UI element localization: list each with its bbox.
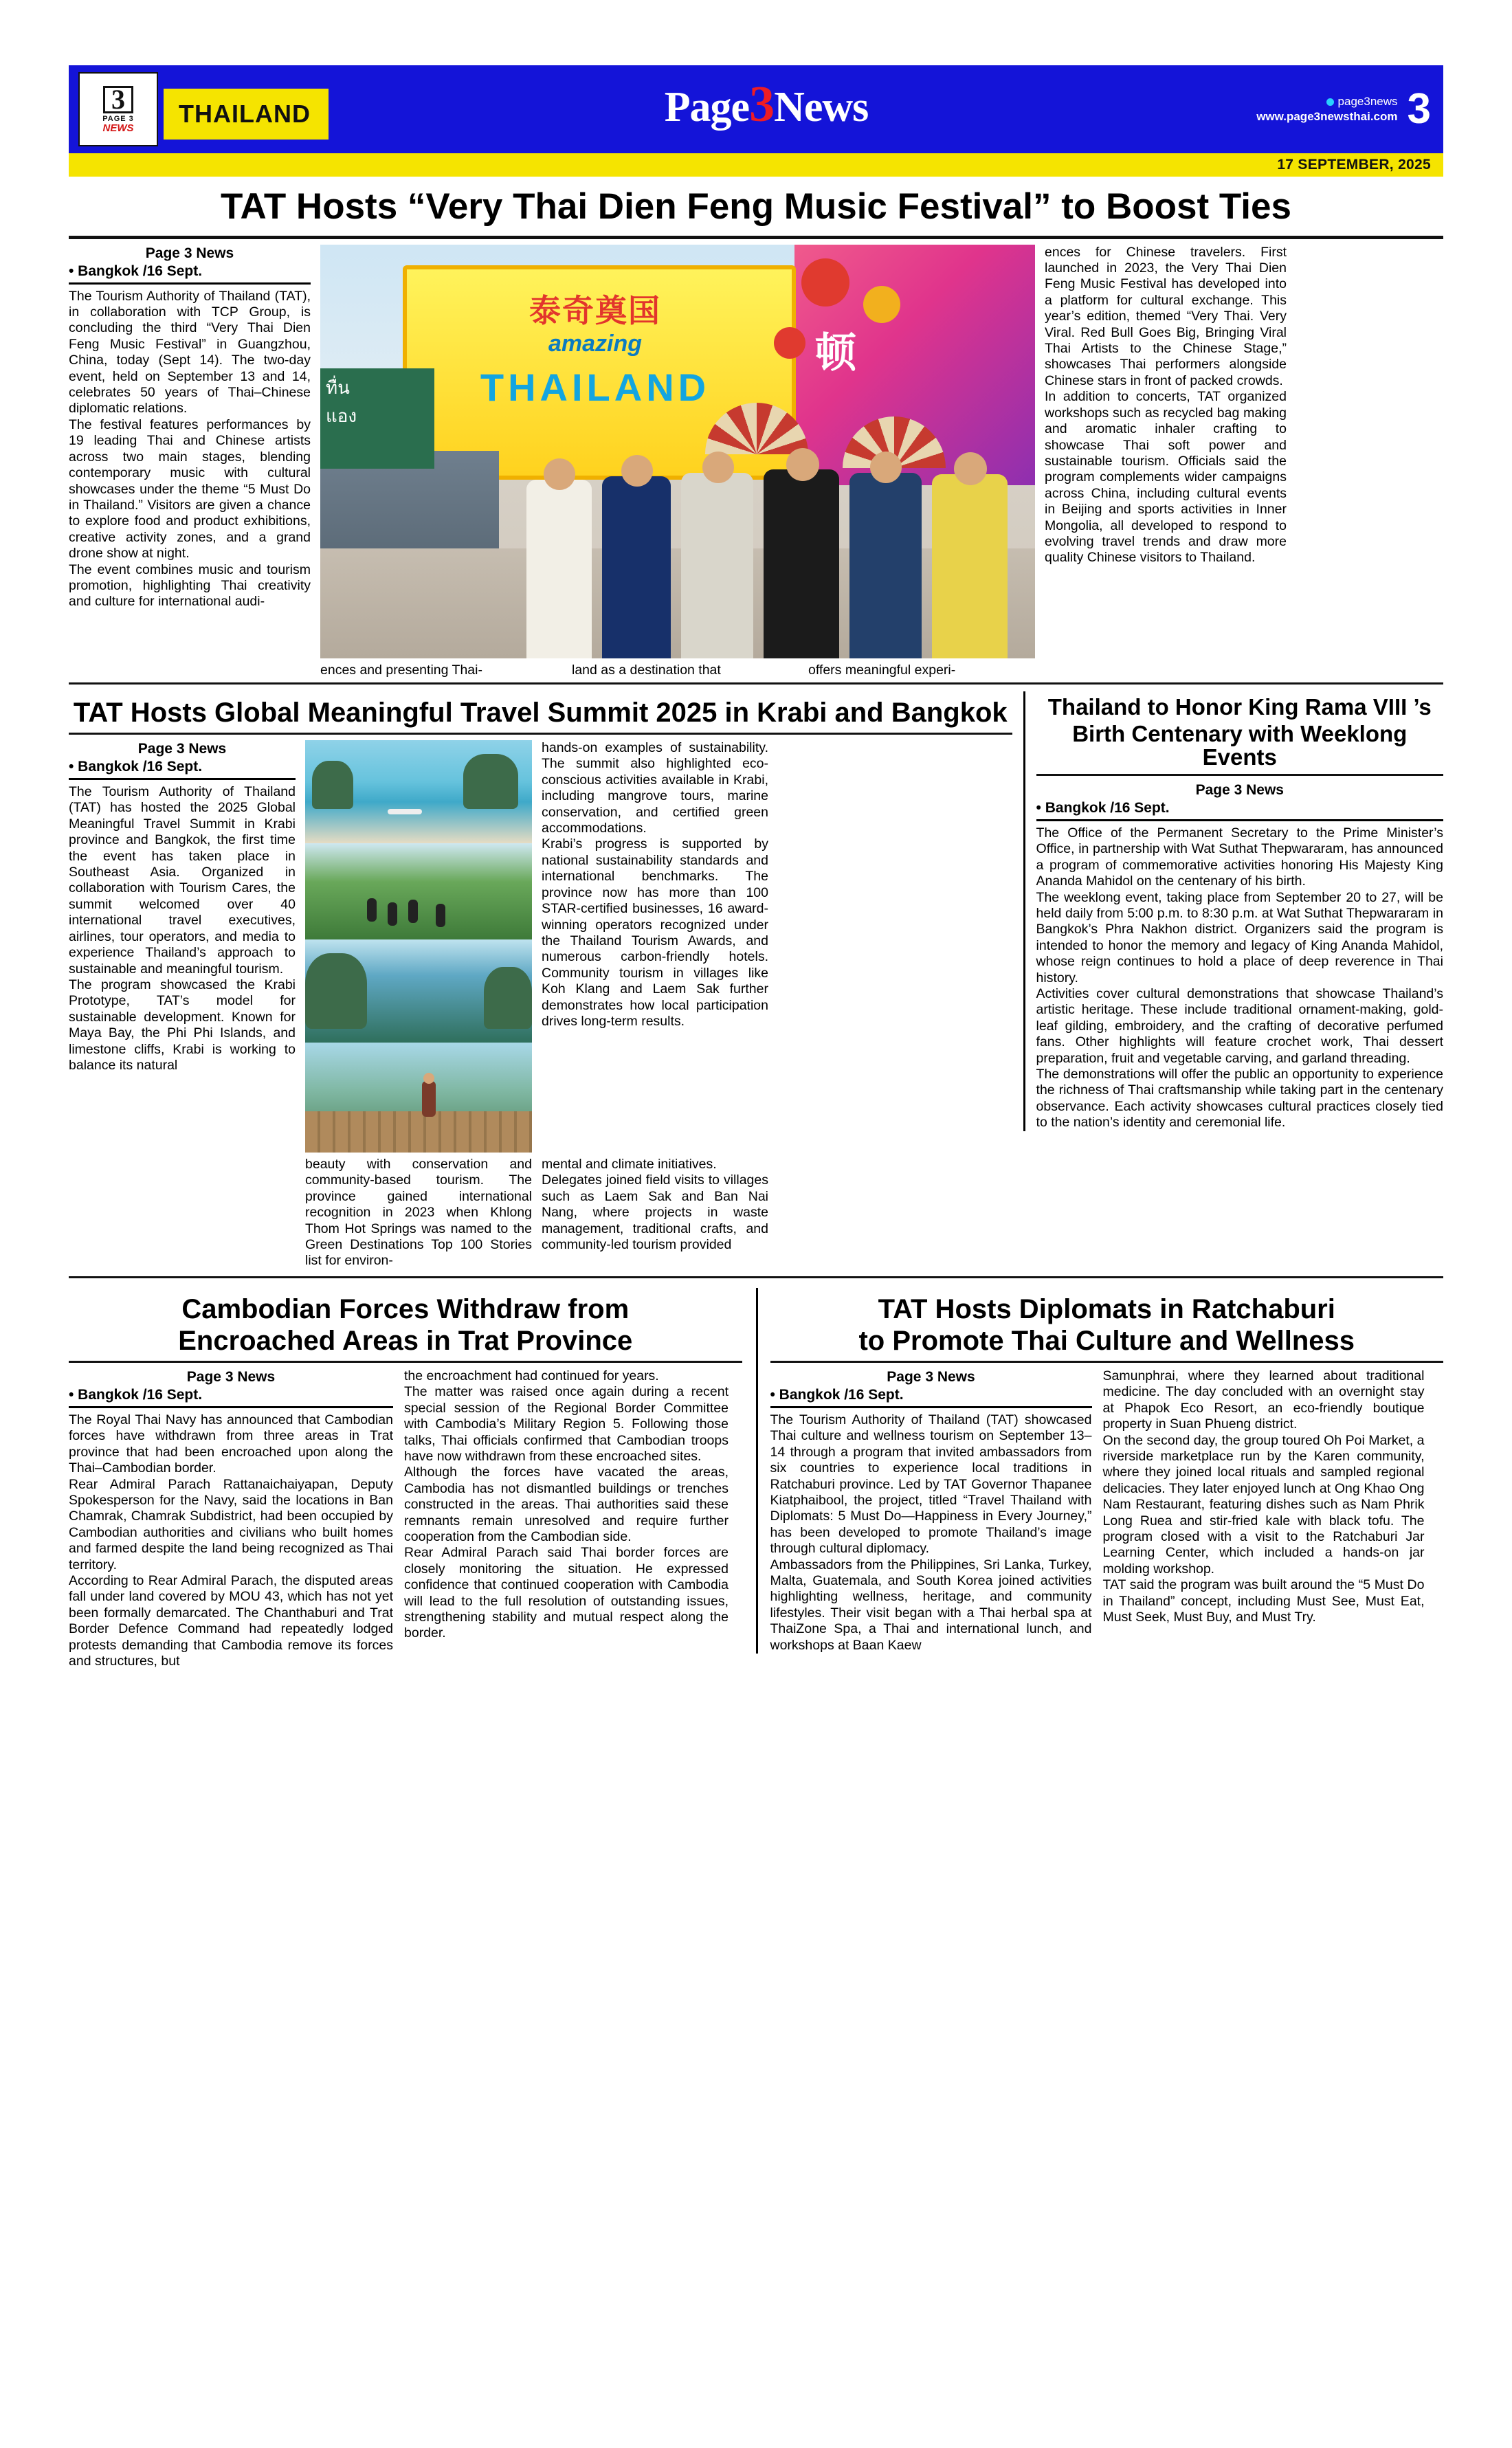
article2-col1 — [69, 740, 296, 1153]
byline-location: • Bangkok /16 Sept. — [69, 759, 203, 775]
article1-caption-row — [320, 663, 1035, 678]
byline-source: Page 3 News — [145, 245, 234, 261]
article1-p1: The Tourism Authority of Thailand (TAT), in collaboration with TCP Group, is concluding the third “Very Thai Dien Feng Music Festival” in Guangzhou, China, today (Sept 14). The two-day event, held on September 13 and 14, celebrates 50 years of Thai–Chinese diplomatic relations. — [69, 288, 311, 416]
article5-p1: The Tourism Authority of Thailand (TAT) showcased Thai culture and wellness tourism on September 13–14 through a program that invited ambassadors from six countries to experience local traditions in Ratchaburi province. Led by TAT Governor Thapanee Kiatphaibool, the project, titled “Travel Thailand with Diplomats: 5 Must Do—Happiness in Every Journey,” has been developed to promote Thailand’s image through cultural diplomacy. — [770, 1412, 1092, 1557]
article4-col1 — [69, 1368, 393, 1670]
article3-p4: The demonstrations will offer the public an opportunity to experience the richness of Thai craftsmanship while taking part in the centenary observance. Each activity showcases cultural practices closely tied to the nation’s identity and ceremonial life. — [1036, 1067, 1443, 1131]
article5-byline — [770, 1368, 1092, 1408]
article5-p3: Samunphrai, where they learned about traditional medicine. The day concluded with an overnight stay at Phapok Eco Resort, an eco-friendly boutique property in Suan Phueng district. — [1102, 1368, 1425, 1432]
article2-p5: hands-on examples of sustainability. The summit also highlighted eco-conscious activities available in Krabi, including mangrove tours, marine conservation, and certified green accommodations. — [542, 740, 768, 836]
social-dot-icon — [1326, 98, 1334, 106]
article5 — [756, 1288, 1444, 1654]
page-number: 3 — [1407, 85, 1431, 133]
brand-number-3: 3 — [749, 76, 775, 133]
article4 — [69, 1288, 742, 1670]
article2-p1: The Tourism Authority of Thailand (TAT) has hosted the 2025 Global Meaningful Travel Summit in Krabi province and Bangkok, the first time the event has taken place in Southeast Asia. Organized in collaboration with Tourism Cares, the summit welcomed over 40 international travel executives, airlines, tour operators, and media to experience Thailand’s approach to sustainable and meaningful tourism. — [69, 784, 296, 977]
article2-p4b: Delegates joined field visits to villages such as Laem Sak and Ban Nai Nang, where projects in waste management, traditional crafts, and community-led tourism provided — [542, 1172, 768, 1253]
article4-p6: Although the forces have vacated the areas, Cambodia has not dismantled buildings or trenches constructed in the areas. Thai authorities said these remnants remain unresolved and require further cooperation from the Cambodian side. — [404, 1465, 729, 1544]
article2-p4a: mental and climate initiatives. — [542, 1157, 717, 1172]
masthead-right — [1204, 65, 1443, 153]
byline-location: • Bangkok /16 Sept. — [1036, 799, 1170, 816]
article1-photo: 顿 泰奇奠国 amazing THAILAND ทื่น แอง — [320, 245, 1035, 658]
article2-rule — [69, 733, 1012, 735]
article5-p4: On the second day, the group toured Oh Poi Market, a riverside marketplace run by the Karen community, where they joined local rituals and sampled regional delicacies. They later enjoyed lunch at Ong Khao Ong Nam Restaurant, featuring dishes such as Nam Phrik Long Ruea and stir-fried kale with black tofu. The program closed with a visit to the Ratchaburi Jar Learning Center, which included a hands-on jar molding workshop. — [1102, 1432, 1425, 1577]
publication-logo — [78, 72, 158, 146]
byline-location: • Bangkok /16 Sept. — [69, 263, 203, 279]
article2-bottom-col1 — [69, 1157, 296, 1269]
article1-col3 — [1045, 245, 1287, 566]
byline-source: Page 3 News — [887, 1368, 975, 1385]
article3 — [1023, 691, 1443, 1131]
brand-title — [665, 76, 869, 134]
article4-byline — [69, 1368, 393, 1408]
social-handle-line — [1256, 94, 1397, 109]
article3-headline-line2: Birth Centenary with Weeklong Events — [1072, 720, 1408, 770]
article4-col2 — [404, 1368, 729, 1670]
article1-byline — [69, 245, 311, 285]
article2-p3: beauty with conservation and community-based tourism. The province gained international recognition in 2023 when Khlong Thom Hot Springs was named to the Green Destinations Top 100 Stories list for environ- — [305, 1157, 532, 1269]
byline-location: • Bangkok /16 Sept. — [770, 1386, 904, 1403]
brand-word-page: Page — [664, 83, 750, 131]
article1-p4: ences for Chinese travelers. First launched in 2023, the Very Thai Dien Feng Music Festival has developed into a platform for cultural exchange. This year’s edition, themed “Very Thai. Very Viral. Red Bull Goes Big, Bringing Viral Thai Artists to the Chinese Stage,” showcases Thai performers alongside Chinese stars in front of packed crowds. — [1045, 244, 1287, 388]
article4-columns — [69, 1368, 742, 1670]
article2-photo-col — [305, 740, 532, 1153]
article5-rule — [770, 1361, 1444, 1363]
article5-col1 — [770, 1368, 1092, 1654]
article1-p3: The event combines music and tourism promotion, highlighting Thai creativity and culture for international audi- — [69, 561, 311, 610]
headline-rule — [69, 236, 1443, 239]
article4-p2: Rear Admiral Parach Rattanaichaiyapan, Deputy Spokesperson for the Navy, said the locations in Ban Chamrak, Chamrak Subdistrict, had been occupied by Cambodian authorities and civilians who built homes and farmed despite the land being recognized as Thai territory. — [69, 1476, 393, 1572]
article2-bottom-col2 — [305, 1157, 532, 1269]
article4-rule — [69, 1361, 742, 1363]
article2-byline — [69, 740, 296, 780]
article3-p2: The weeklong event, taking place from September 20 to 27, will be held daily from 5:00 p.m. to 8:30 p.m. at Wat Suthat Thepwararam in Bangkok’s Phra Nakhon district. Organizers said the program is intended to honor the memory and legacy of King Ananda Mahidol, whose reign continues to hold a place of deep reverence in Thai history. — [1036, 889, 1443, 986]
section1-divider — [69, 682, 1443, 685]
article1-p5: In addition to concerts, TAT organized workshops such as recycled bag making and aromatic inhaler crafting to showcase Thai soft power and sustainable tourism. Officials said the program complements wider campaigns across China, including cultural events in Beijing and sports activities in Inner Mongolia, all developed to respond to evolving travel trends and draw more quality Chinese visitors to Thailand. — [1045, 389, 1287, 566]
article5-p2: Ambassadors from the Philippines, Sri Lanka, Turkey, Malta, Guatemala, and South Korea joined activities highlighting wellness, heritage, and community lifestyles. Their visit began with a Thai herbal spa at ThaiZone Spa, a Thai and international lunch, and workshops at Baan Kaew — [770, 1557, 1092, 1653]
section3 — [69, 1288, 1443, 1670]
photo-screen-text: 顿 — [815, 330, 856, 376]
article5-headline-line2: to Promote Thai Culture and Wellness — [858, 1325, 1355, 1356]
article2-columns — [69, 740, 1012, 1153]
article3-rule — [1036, 774, 1443, 776]
article1-p2: The festival features performances by 19 leading Thai and Chinese artists across two main stages, blending contemporary music with cultural showcases under the theme “5 Must Do in Thailand.” Visitors are given a chance to explore food and product exhibitions, creative activity zones, and a grand drone show at night. — [69, 416, 311, 561]
brand-wrap — [329, 65, 1204, 153]
date-bar — [69, 153, 1443, 177]
byline-source: Page 3 News — [186, 1368, 276, 1385]
article1-photo-col — [320, 245, 1035, 678]
byline-source: Page 3 News — [137, 741, 227, 757]
article1-caption-a: ences and presenting Thai- — [320, 662, 482, 678]
article5-col2 — [1103, 1368, 1425, 1654]
article2-bottom-col3 — [542, 1157, 768, 1269]
social-handle: page3news — [1337, 95, 1398, 108]
article4-p4: the encroachment had continued for years. — [404, 1368, 659, 1383]
article3-p1: The Office of the Permanent Secretary to the Prime Minister’s Office, in partnership with Wat Suthat Thepwararam, has announced a program of commemorative activities honoring His Majesty King Ananda Mahidol on the centenary of his birth. — [1036, 825, 1443, 889]
article2-bottom-columns — [69, 1157, 1012, 1269]
logo-subtitle-top: PAGE 3 — [102, 114, 134, 123]
photo-booth-amazing-text: amazing — [548, 330, 643, 357]
social-block — [1256, 94, 1397, 124]
article1-col1 — [69, 245, 311, 610]
article4-p7: Rear Admiral Parach said Thai border forces are closely monitoring the situation. He expressed confidence that continued cooperation with Cambodia will lead to the full resolution of outstanding issues, strengthening stability and mutual respect along the border. — [404, 1545, 729, 1641]
article2-photo — [305, 740, 532, 1153]
article1-body — [69, 245, 1443, 678]
logo-subtitle-bottom: NEWS — [102, 122, 134, 134]
article1-caption-b: land as a destination that — [572, 662, 721, 678]
article4-p5: The matter was raised once again during a recent special session of the Regional Border Committee with Cambodia’s Military Region 5. Following those talks, Thai officials confirmed that Cambodian troops have now withdrawn from these encroached sites. — [404, 1384, 729, 1464]
country-tab: THAILAND — [164, 89, 329, 140]
article5-headline-line1: TAT Hosts Diplomats in Ratchaburi — [878, 1293, 1335, 1324]
website-url: www.page3newsthai.com — [1256, 110, 1398, 123]
section2 — [69, 691, 1443, 1269]
article2 — [69, 691, 1012, 1269]
logo-number: 3 — [103, 86, 133, 113]
article1-caption-c: offers meaningful experi- — [808, 662, 956, 678]
article4-p3: According to Rear Admiral Parach, the disputed areas fall under land covered by MOU 43, which has not yet been formally demarcated. The Chanthaburi and Trat Border Defence Command had repeatedly lodged protests demanding that Cambodia remove its forces and structures, but — [69, 1572, 393, 1669]
article1-headline: TAT Hosts “Very Thai Dien Feng Music Festival” to Boost Ties — [221, 186, 1291, 227]
photo-booth-thailand-text: THAILAND — [480, 365, 711, 409]
article5-p5: TAT said the program was built around the “5 Must Do in Thailand” concept, including Must See, Must Eat, Must Seek, Must Buy, and Must Try. — [1102, 1577, 1425, 1625]
brand-word-news: News — [774, 83, 869, 131]
article3-headline-line1: Thailand to Honor King Rama VIII ’s — [1047, 694, 1432, 720]
article2-headline: TAT Hosts Global Meaningful Travel Summit 2025 in Krabi and Bangkok — [73, 698, 1008, 728]
article4-headline-line2: Encroached Areas in Trat Province — [178, 1325, 633, 1356]
article2-p6: Krabi’s progress is supported by national sustainability standards and international benchmarks. The province now has more than 100 STAR-certified businesses, 16 award-winning operators recognized under the Thailand Tourism Awards, and numerous carbon-friendly hotels. Community tourism in villages like Koh Klang and Laem Sak further demonstrates how local participation drives long-term results. — [542, 836, 768, 1029]
byline-location: • Bangkok /16 Sept. — [69, 1386, 203, 1403]
article2-p2: The program showcased the Krabi Prototype, TAT’s model for sustainable development. Known for Maya Bay, the Phi Phi Islands, and limestone cliffs, Krabi is working to balance its natural — [69, 977, 296, 1073]
byline-source: Page 3 News — [1195, 781, 1284, 798]
article3-p3: Activities cover cultural demonstrations that showcase Thailand’s artistic heritage. These include traditional ornament-making, gold-leaf gilding, embroidery, and the crafting of decorative perfumed fans. Other highlights will feature crochet work, Thai dessert preparation, fruit and vegetable carving, and garland threading. — [1036, 986, 1443, 1066]
issue-date: 17 SEPTEMBER, 2025 — [1277, 157, 1431, 173]
section2-divider — [69, 1276, 1443, 1278]
article4-headline-line1: Cambodian Forces Withdraw from — [181, 1293, 630, 1324]
article5-columns — [770, 1368, 1444, 1654]
article2-col3 — [542, 740, 768, 1153]
masthead — [69, 65, 1443, 153]
article4-p1: The Royal Thai Navy has announced that Cambodian forces have withdrawn from three areas in Trat province that had been encroached upon along the Thai–Cambodian border. — [69, 1412, 393, 1476]
article3-byline — [1036, 781, 1443, 821]
photo-booth-cn-text: 泰奇奠国 — [529, 293, 661, 329]
